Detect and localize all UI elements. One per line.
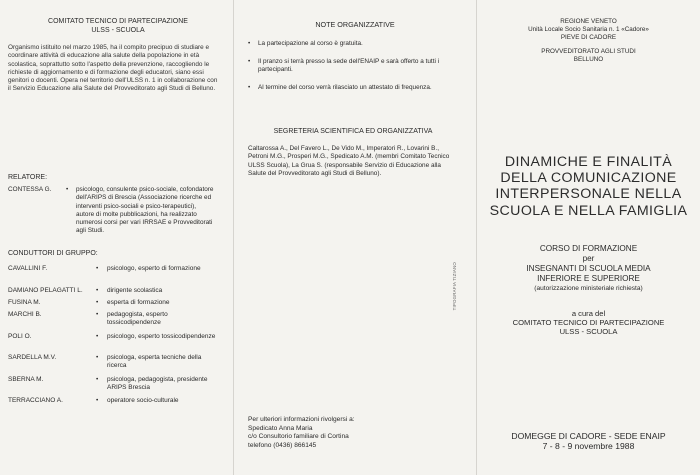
- note-text: La partecipazione al corso è gratuita.: [258, 40, 363, 47]
- secretariat-title: SEGRETERIA SCIENTIFICA ED ORGANIZZATIVA: [273, 128, 433, 135]
- course-type-line: CORSO DI FORMAZIONE: [539, 244, 638, 253]
- conduttori-title: CONDUTTORI DI GRUPPO:: [8, 250, 98, 257]
- bullet-icon: •: [96, 376, 99, 383]
- contact-line: c/o Consultorio familiare di Cortina: [248, 433, 349, 440]
- committee-header: [8, 18, 228, 35]
- relatore-title: RELATORE:: [8, 174, 48, 181]
- relatore-name: CONTESSA G.: [8, 186, 52, 193]
- venue-dates: [477, 431, 700, 452]
- organizer-line: PIEVE DI CADORE: [560, 33, 617, 41]
- conduttore-desc: operatore socio-culturale: [107, 397, 179, 404]
- organizer-block: [477, 18, 700, 41]
- course-type-line: INSEGNANTI DI SCUOLA MEDIA: [526, 264, 651, 273]
- course-type: [477, 244, 700, 294]
- contact-line: Spedicato Anna Maria: [248, 424, 313, 432]
- conduttore-name: TERRACCIANO A.: [8, 397, 63, 404]
- contact-line: telefono (0436) 866145: [248, 441, 317, 449]
- organizer-line: Unità Locale Socio Sanitaria n. 1 «Cadore»: [528, 25, 649, 33]
- course-title-line: INTERPERSONALE NELLA: [495, 186, 682, 203]
- provveditorato-line: PROVVEDITORATO AGLI STUDI: [541, 48, 636, 55]
- secretariat-members: Caltarossa A., Del Favero L., De Vido M., Imperatori R., Lovarini B., Petroni M.G., Prosperi M.G., Spedicato A.M. (membri Comitato Tecnico ULSS Scuola), La Grua S. (responsabile Servizio di Educazione alla Salute del Provveditorato agli Studi di Belluno).: [248, 145, 450, 178]
- bullet-icon: •: [248, 58, 251, 65]
- conduttore-name: FUSINA M.: [8, 299, 41, 306]
- conduttore-desc: dirigente scolastica: [107, 287, 163, 294]
- conduttore-desc: psicologo, esperto di formazione: [107, 265, 201, 272]
- printer-credit: TIPOGRAFIA TIZIANO: [452, 262, 457, 311]
- bullet-icon: •: [96, 265, 99, 272]
- bullet-icon: •: [96, 287, 99, 294]
- notes-title: NOTE ORGANIZZATIVE: [315, 20, 395, 29]
- conduttore-desc: esperta di formazione: [107, 299, 170, 306]
- course-title-line: SCUOLA E NELLA FAMIGLIA: [489, 202, 688, 219]
- authorization-note: (autorizzazione ministeriale richiesta): [534, 285, 643, 292]
- relatore-desc: psicologo, consulente psico-sociale, cofondatore dell'ARIPS di Brescia (Associazione ricerche ed interventi psico-sociali e psico-terapeutici), autore di molte pubblicazioni, ha realizzato numerosi corsi per vari IRRSAE e Provveditorati agli Studi.: [76, 186, 214, 235]
- venue-line: DOMEGGE DI CADORE - SEDE ENAIP: [511, 431, 666, 441]
- provveditorato-block: [477, 48, 700, 64]
- conduttore-desc: psicologa, esperta tecniche della ricerca: [107, 354, 202, 370]
- note-text: Il pranzo si terrà presso la sede dell'ENAIP e sarà offerto a tutti i partecipanti.: [258, 58, 440, 74]
- panel-committee: [0, 0, 233, 475]
- contact-info: [248, 416, 458, 450]
- curated-by-line: a cura del: [571, 309, 606, 318]
- conduttore-name: DAMIANO PELAGATTI L.: [8, 287, 83, 294]
- bullet-icon: •: [96, 333, 99, 340]
- conduttore-desc: psicologo, esperto tossicodipendenze: [107, 333, 216, 340]
- conduttore-desc: pedagogista, esperto tossicodipendenze: [107, 311, 168, 327]
- course-title-line: DELLA COMUNICAZIONE: [500, 170, 677, 187]
- contact-line: Per ulteriori informazioni rivolgersi a:: [248, 416, 355, 423]
- course-type-line: INFERIORE E SUPERIORE: [537, 274, 640, 283]
- course-title-line: DINAMICHE E FINALITÀ: [504, 154, 673, 170]
- curated-by-line: ULSS - SCUOLA: [559, 327, 618, 337]
- bullet-icon: •: [96, 354, 99, 361]
- conduttore-name: CAVALLINI F.: [8, 265, 48, 272]
- provveditorato-line: BELLUNO: [573, 55, 604, 63]
- conduttore-desc: psicologa, pedagogista, presidente ARIPS Brescia: [107, 376, 208, 392]
- course-type-line: per: [582, 254, 595, 263]
- panel-cover: [477, 0, 700, 475]
- course-title: [479, 154, 698, 219]
- committee-header-line-1: COMITATO TECNICO DI PARTECIPAZIONE: [48, 18, 188, 25]
- bullet-icon: •: [96, 311, 99, 318]
- curated-by: [477, 309, 700, 337]
- conduttore-name: SBERNA M.: [8, 376, 44, 383]
- conduttore-name: SARDELLA M.V.: [8, 354, 57, 361]
- committee-intro: Organismo istituito nel marzo 1985, ha il compito precipuo di studiare e coordinare attività di educazione alla salute della popolazione in età scolastica, soprattutto sotto l'aspetto della prevenzione, raccogliendo le richieste di aggiornamento e di formazione degli educatori, siano essi genitori o docenti. Opera nel territorio dell'ULSS n. 1 in collaborazione con il Servizio Educazione alla Salute del Provveditorato agli Studi di Belluno.: [8, 44, 218, 93]
- bullet-icon: •: [248, 84, 251, 91]
- bullet-icon: •: [96, 299, 99, 306]
- bullet-icon: •: [66, 186, 69, 193]
- curated-by-line: COMITATO TECNICO DI PARTECIPAZIONE: [512, 318, 665, 328]
- conduttore-name: POLI O.: [8, 333, 32, 340]
- conduttore-name: MARCHI B.: [8, 311, 42, 318]
- committee-header-line-2: ULSS - SCUOLA: [91, 26, 145, 34]
- bullet-icon: •: [248, 40, 251, 47]
- note-text: Al termine del corso verrà rilasciato un attestato di frequenza.: [258, 84, 432, 91]
- dates-line: 7 - 8 - 9 novembre 1988: [542, 441, 635, 452]
- organizer-line: REGIONE VENETO: [560, 18, 617, 25]
- bullet-icon: •: [96, 397, 99, 404]
- panel-notes: [234, 0, 476, 475]
